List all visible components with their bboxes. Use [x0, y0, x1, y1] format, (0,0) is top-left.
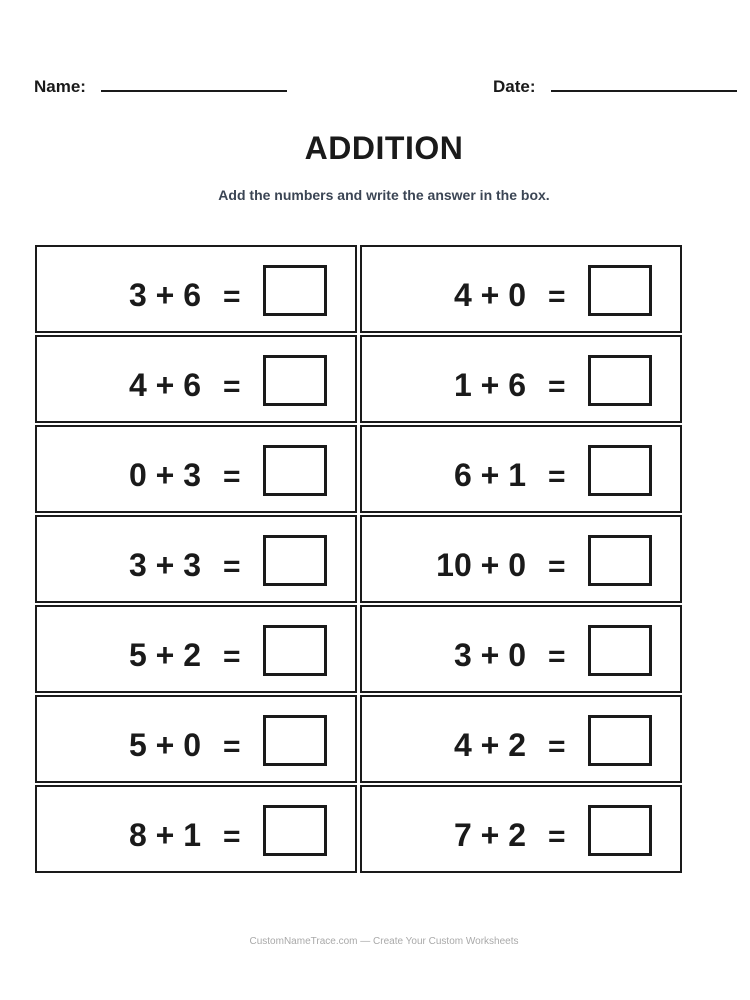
problem-expression: 4 + 2: [453, 727, 526, 763]
problem-expression: 5 + 0: [128, 727, 201, 763]
problem-expression: 4 + 0: [453, 277, 526, 313]
equals-sign: =: [548, 550, 566, 583]
problem-expression: 3 + 3: [128, 547, 201, 583]
name-label: Name:: [34, 77, 86, 96]
date-label: Date:: [493, 77, 536, 96]
problem-cell: [360, 785, 682, 873]
problem-expression: 1 + 6: [453, 367, 526, 403]
problem-cell: [360, 515, 682, 603]
problem-cell: [35, 335, 357, 423]
answer-box[interactable]: [588, 355, 652, 406]
equals-sign: =: [223, 550, 241, 583]
equals-sign: =: [548, 820, 566, 853]
name-field[interactable]: [101, 90, 287, 92]
answer-box[interactable]: [588, 535, 652, 586]
instructions-text: Add the numbers and write the answer in the box.: [218, 187, 550, 203]
problem-expression: 6 + 1: [453, 457, 526, 493]
answer-box[interactable]: [263, 625, 327, 676]
problem-expression: 5 + 2: [128, 637, 201, 673]
answer-box[interactable]: [588, 805, 652, 856]
answer-box[interactable]: [588, 715, 652, 766]
problem-expression: 3 + 0: [453, 637, 526, 673]
problem-cell: [35, 245, 357, 333]
equals-sign: =: [223, 730, 241, 763]
answer-box[interactable]: [588, 265, 652, 316]
answer-box[interactable]: [588, 445, 652, 496]
equals-sign: =: [223, 280, 241, 313]
problem-expression: 0 + 3: [128, 457, 201, 493]
equals-sign: =: [548, 280, 566, 313]
problem-cell: [35, 515, 357, 603]
page-title: ADDITION: [304, 130, 464, 166]
equals-sign: =: [548, 370, 566, 403]
problem-cell: [360, 605, 682, 693]
problem-expression: 10 + 0: [436, 547, 526, 583]
problem-expression: 3 + 6: [128, 277, 201, 313]
problem-cell: [35, 605, 357, 693]
problem-expression: 8 + 1: [128, 817, 201, 853]
equals-sign: =: [548, 730, 566, 763]
answer-box[interactable]: [588, 625, 652, 676]
worksheet-header: [0, 76, 750, 100]
footer-text: CustomNameTrace.com — Create Your Custom Worksheets: [249, 936, 519, 947]
equals-sign: =: [223, 640, 241, 673]
problem-cell: [35, 785, 357, 873]
problem-cell: [360, 335, 682, 423]
answer-box[interactable]: [263, 535, 327, 586]
equals-sign: =: [548, 460, 566, 493]
equals-sign: =: [223, 820, 241, 853]
problem-cell: [35, 425, 357, 513]
problem-cell: [360, 695, 682, 783]
problem-cell: [35, 695, 357, 783]
answer-box[interactable]: [263, 715, 327, 766]
problem-cell: [360, 425, 682, 513]
answer-box[interactable]: [263, 265, 327, 316]
equals-sign: =: [223, 370, 241, 403]
equals-sign: =: [548, 640, 566, 673]
answer-box[interactable]: [263, 445, 327, 496]
answer-box[interactable]: [263, 805, 327, 856]
equals-sign: =: [223, 460, 241, 493]
answer-box[interactable]: [263, 355, 327, 406]
problem-expression: 7 + 2: [453, 817, 526, 853]
problem-cell: [360, 245, 682, 333]
problem-expression: 4 + 6: [128, 367, 201, 403]
date-field[interactable]: [551, 90, 737, 92]
